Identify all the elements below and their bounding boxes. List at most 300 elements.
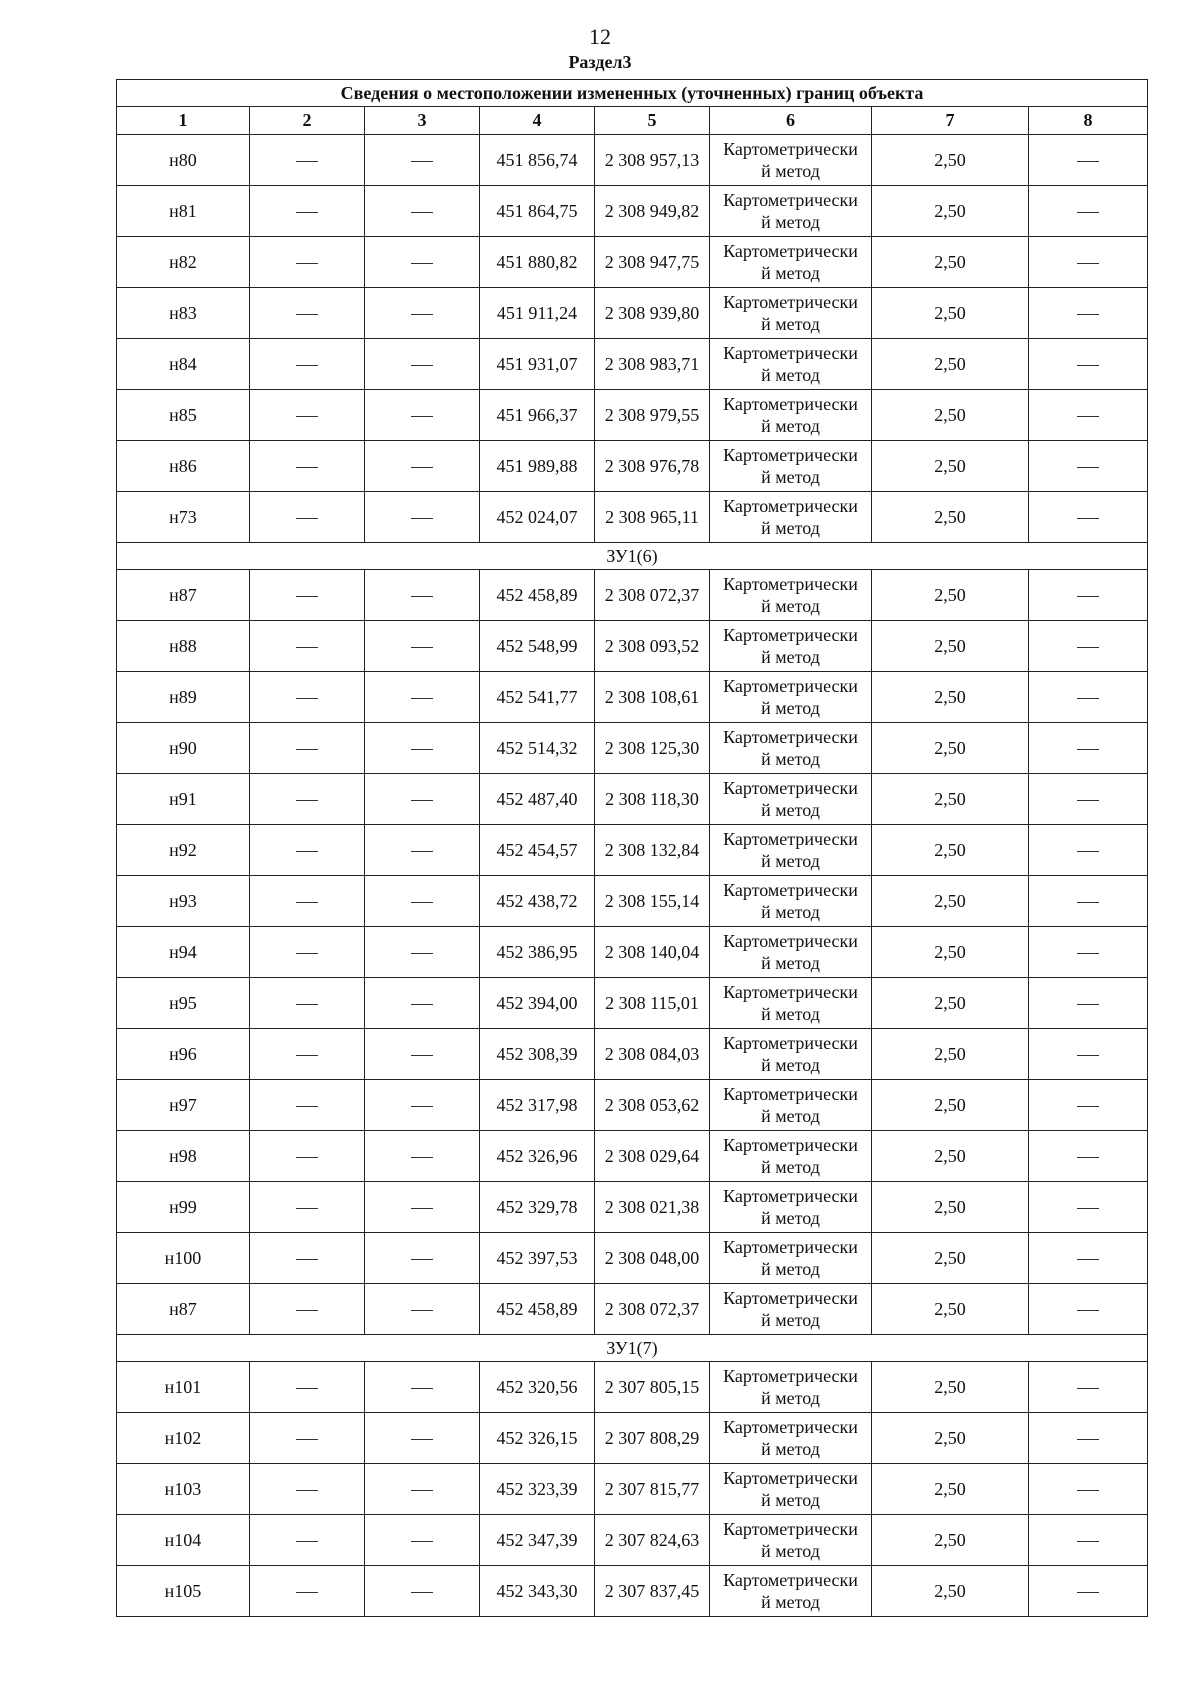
empty-cell [365,339,480,390]
y-coordinate-cell: 2 307 815,77 [595,1464,710,1515]
method-cell [710,1284,872,1335]
x-coordinate-cell: 452 514,32 [480,723,595,774]
dash-icon [296,1259,318,1260]
x-coordinate-cell: 452 548,99 [480,621,595,672]
empty-cell [250,1233,365,1284]
method-line-1: Картометрически [723,931,858,951]
x-coordinate-cell: 451 989,88 [480,441,595,492]
dash-icon [1077,749,1099,750]
empty-cell [1029,1566,1148,1617]
method-line-2: й метод [761,1106,820,1126]
point-name-cell: н96 [117,1029,250,1080]
x-coordinate-cell: 452 386,95 [480,927,595,978]
column-header: 4 [480,107,595,135]
empty-cell [1029,723,1148,774]
dash-icon [411,953,433,954]
accuracy-cell: 2,50 [872,1515,1029,1566]
empty-cell [365,774,480,825]
empty-cell [250,237,365,288]
empty-cell [1029,441,1148,492]
empty-cell [365,1362,480,1413]
empty-cell [250,570,365,621]
dash-icon [411,1004,433,1005]
empty-cell [1029,978,1148,1029]
dash-icon [411,749,433,750]
y-coordinate-cell: 2 308 048,00 [595,1233,710,1284]
method-cell [710,876,872,927]
point-name-cell: н73 [117,492,250,543]
method-cell [710,1566,872,1617]
point-name-cell: н104 [117,1515,250,1566]
y-coordinate-cell: 2 308 140,04 [595,927,710,978]
method-cell [710,1233,872,1284]
dash-icon [1077,1055,1099,1056]
point-name-cell: н97 [117,1080,250,1131]
x-coordinate-cell: 452 326,15 [480,1413,595,1464]
accuracy-cell: 2,50 [872,492,1029,543]
method-line-1: Картометрически [723,829,858,849]
method-line-2: й метод [761,1004,820,1024]
dash-icon [296,1310,318,1311]
method-line-2: й метод [761,1439,820,1459]
y-coordinate-cell: 2 308 947,75 [595,237,710,288]
dash-icon [1077,518,1099,519]
accuracy-cell: 2,50 [872,672,1029,723]
method-cell [710,672,872,723]
accuracy-cell: 2,50 [872,1080,1029,1131]
accuracy-cell: 2,50 [872,876,1029,927]
y-coordinate-cell: 2 307 837,45 [595,1566,710,1617]
method-line-1: Картометрически [723,1237,858,1257]
point-name-cell: н87 [117,570,250,621]
y-coordinate-cell: 2 308 093,52 [595,621,710,672]
empty-cell [250,441,365,492]
point-name-cell: н103 [117,1464,250,1515]
method-line-2: й метод [761,902,820,922]
method-cell [710,1413,872,1464]
dash-icon [411,647,433,648]
point-name-cell: н102 [117,1413,250,1464]
x-coordinate-cell: 451 931,07 [480,339,595,390]
method-line-2: й метод [761,1490,820,1510]
empty-cell [365,1284,480,1335]
empty-cell [1029,1284,1148,1335]
page-number: 12 [589,24,611,49]
empty-cell [1029,1362,1148,1413]
dash-icon [296,1592,318,1593]
accuracy-cell: 2,50 [872,1413,1029,1464]
y-coordinate-cell: 2 308 125,30 [595,723,710,774]
empty-cell [1029,672,1148,723]
method-cell [710,237,872,288]
dash-icon [296,749,318,750]
method-line-2: й метод [761,749,820,769]
dash-icon [296,851,318,852]
y-coordinate-cell: 2 308 965,11 [595,492,710,543]
dash-icon [411,1388,433,1389]
x-coordinate-cell: 452 329,78 [480,1182,595,1233]
empty-cell [365,186,480,237]
point-name-cell: н90 [117,723,250,774]
point-name-cell: н89 [117,672,250,723]
y-coordinate-cell: 2 308 053,62 [595,1080,710,1131]
empty-cell [250,927,365,978]
method-line-1: Картометрически [723,880,858,900]
y-coordinate-cell: 2 308 115,01 [595,978,710,1029]
accuracy-cell: 2,50 [872,441,1029,492]
table-row [117,1284,1148,1335]
dash-icon [1077,1157,1099,1158]
y-coordinate-cell: 2 308 084,03 [595,1029,710,1080]
dash-icon [1077,212,1099,213]
empty-cell [1029,1131,1148,1182]
empty-cell [1029,1515,1148,1566]
dash-icon [296,1388,318,1389]
accuracy-cell: 2,50 [872,135,1029,186]
dash-icon [1077,314,1099,315]
y-coordinate-cell: 2 308 976,78 [595,441,710,492]
method-line-1: Картометрически [723,1033,858,1053]
method-line-2: й метод [761,518,820,538]
method-line-2: й метод [761,314,820,334]
method-line-2: й метод [761,1055,820,1075]
method-line-1: Картометрически [723,1519,858,1539]
method-line-1: Картометрически [723,1288,858,1308]
empty-cell [250,1515,365,1566]
empty-cell [365,927,480,978]
empty-cell [250,1080,365,1131]
dash-icon [411,1208,433,1209]
point-name-cell: н88 [117,621,250,672]
method-cell [710,1515,872,1566]
x-coordinate-cell: 452 397,53 [480,1233,595,1284]
accuracy-cell: 2,50 [872,1566,1029,1617]
method-cell [710,135,872,186]
empty-cell [1029,570,1148,621]
dash-icon [411,263,433,264]
empty-cell [1029,186,1148,237]
empty-cell [365,978,480,1029]
column-header: 2 [250,107,365,135]
y-coordinate-cell: 2 308 957,13 [595,135,710,186]
method-cell [710,1080,872,1131]
dash-icon [411,1592,433,1593]
empty-cell [250,1464,365,1515]
point-name-cell: н91 [117,774,250,825]
dash-icon [1077,1259,1099,1260]
dash-icon [411,212,433,213]
y-coordinate-cell: 2 308 949,82 [595,186,710,237]
column-header: 3 [365,107,480,135]
method-line-2: й метод [761,953,820,973]
method-line-1: Картометрически [723,778,858,798]
dash-icon [411,416,433,417]
table-row [117,1362,1148,1413]
dash-icon [411,902,433,903]
dash-icon [296,365,318,366]
dash-icon [411,161,433,162]
dash-icon [411,365,433,366]
point-name-cell: н82 [117,237,250,288]
accuracy-cell: 2,50 [872,1029,1029,1080]
method-line-2: й метод [761,1157,820,1177]
x-coordinate-cell: 452 317,98 [480,1080,595,1131]
method-cell [710,339,872,390]
method-line-2: й метод [761,1541,820,1561]
dash-icon [411,1310,433,1311]
x-coordinate-cell: 452 394,00 [480,978,595,1029]
dash-icon [296,1004,318,1005]
method-line-1: Картометрически [723,1366,858,1386]
dash-icon [296,416,318,417]
dash-icon [1077,1208,1099,1209]
empty-cell [250,876,365,927]
x-coordinate-cell: 451 880,82 [480,237,595,288]
table-row [117,825,1148,876]
table-row [117,441,1148,492]
point-name-cell: н95 [117,978,250,1029]
dash-icon [411,596,433,597]
point-name-cell: н100 [117,1233,250,1284]
x-coordinate-cell: 452 024,07 [480,492,595,543]
column-header: 6 [710,107,872,135]
empty-cell [250,774,365,825]
dash-icon [1077,1490,1099,1491]
empty-cell [1029,237,1148,288]
method-cell [710,774,872,825]
accuracy-cell: 2,50 [872,1284,1029,1335]
method-line-2: й метод [761,263,820,283]
method-line-2: й метод [761,1208,820,1228]
x-coordinate-cell: 451 966,37 [480,390,595,441]
x-coordinate-cell: 451 856,74 [480,135,595,186]
dash-icon [411,698,433,699]
point-name-cell: н83 [117,288,250,339]
empty-cell [365,570,480,621]
table-row [117,1080,1148,1131]
dash-icon [296,800,318,801]
empty-cell [365,1464,480,1515]
dash-icon [1077,1106,1099,1107]
dash-icon [1077,1310,1099,1311]
y-coordinate-cell: 2 308 072,37 [595,1284,710,1335]
accuracy-cell: 2,50 [872,570,1029,621]
method-cell [710,825,872,876]
dash-icon [1077,1004,1099,1005]
dash-icon [411,1490,433,1491]
column-header: 1 [117,107,250,135]
method-cell [710,621,872,672]
method-line-1: Картометрически [723,1084,858,1104]
dash-icon [296,1208,318,1209]
method-cell [710,1182,872,1233]
empty-cell [365,1566,480,1617]
dash-icon [411,467,433,468]
empty-cell [365,723,480,774]
method-cell [710,288,872,339]
dash-icon [1077,1541,1099,1542]
table-row [117,339,1148,390]
accuracy-cell: 2,50 [872,1362,1029,1413]
column-header: 5 [595,107,710,135]
empty-cell [365,390,480,441]
x-coordinate-cell: 452 458,89 [480,1284,595,1335]
y-coordinate-cell: 2 308 979,55 [595,390,710,441]
dash-icon [1077,800,1099,801]
dash-icon [1077,1439,1099,1440]
y-coordinate-cell: 2 308 072,37 [595,570,710,621]
method-line-2: й метод [761,698,820,718]
point-name-cell: н80 [117,135,250,186]
group-row [117,543,1148,570]
method-line-1: Картометрически [723,343,858,363]
empty-cell [1029,288,1148,339]
dash-icon [1077,467,1099,468]
dash-icon [296,518,318,519]
dash-icon [411,851,433,852]
empty-cell [1029,621,1148,672]
dash-icon [1077,953,1099,954]
table-row [117,492,1148,543]
dash-icon [296,902,318,903]
empty-cell [365,672,480,723]
table-row [117,1464,1148,1515]
point-name-cell: н85 [117,390,250,441]
x-coordinate-cell: 452 487,40 [480,774,595,825]
x-coordinate-cell: 452 326,96 [480,1131,595,1182]
group-row [117,1335,1148,1362]
method-line-1: Картометрически [723,241,858,261]
accuracy-cell: 2,50 [872,723,1029,774]
table-row [117,390,1148,441]
y-coordinate-cell: 2 308 021,38 [595,1182,710,1233]
table-row [117,621,1148,672]
method-line-2: й метод [761,800,820,820]
method-line-1: Картометрически [723,574,858,594]
dash-icon [411,1106,433,1107]
point-name-cell: н92 [117,825,250,876]
method-line-1: Картометрически [723,1417,858,1437]
column-header: 7 [872,107,1029,135]
table-row [117,723,1148,774]
dash-icon [411,1055,433,1056]
y-coordinate-cell: 2 307 805,15 [595,1362,710,1413]
method-cell [710,570,872,621]
accuracy-cell: 2,50 [872,774,1029,825]
empty-cell [1029,135,1148,186]
table-caption: Сведения о местоположении измененных (уточненных) границ объекта [117,80,1148,107]
x-coordinate-cell: 452 323,39 [480,1464,595,1515]
accuracy-cell: 2,50 [872,1182,1029,1233]
dash-icon [1077,902,1099,903]
dash-icon [1077,263,1099,264]
y-coordinate-cell: 2 308 983,71 [595,339,710,390]
table-row [117,1182,1148,1233]
dash-icon [1077,596,1099,597]
accuracy-cell: 2,50 [872,288,1029,339]
y-coordinate-cell: 2 307 824,63 [595,1515,710,1566]
dash-icon [296,1106,318,1107]
empty-cell [250,978,365,1029]
accuracy-cell: 2,50 [872,237,1029,288]
accuracy-cell: 2,50 [872,621,1029,672]
table-row [117,876,1148,927]
method-cell [710,978,872,1029]
y-coordinate-cell: 2 308 029,64 [595,1131,710,1182]
method-cell [710,186,872,237]
table-row [117,1233,1148,1284]
dash-icon [1077,851,1099,852]
empty-cell [1029,390,1148,441]
method-cell [710,1131,872,1182]
table-row [117,774,1148,825]
empty-cell [365,288,480,339]
method-cell [710,441,872,492]
table-row [117,135,1148,186]
section-title: Раздел3 [568,52,632,72]
dash-icon [1077,416,1099,417]
empty-cell [1029,1080,1148,1131]
point-name-cell: н86 [117,441,250,492]
dash-icon [296,467,318,468]
method-cell [710,492,872,543]
empty-cell [365,1233,480,1284]
dash-icon [1077,647,1099,648]
dash-icon [296,596,318,597]
method-line-2: й метод [761,1592,820,1612]
dash-icon [296,161,318,162]
y-coordinate-cell: 2 308 132,84 [595,825,710,876]
accuracy-cell: 2,50 [872,1131,1029,1182]
point-name-cell: н99 [117,1182,250,1233]
dash-icon [296,212,318,213]
dash-icon [296,1157,318,1158]
y-coordinate-cell: 2 308 118,30 [595,774,710,825]
empty-cell [250,1182,365,1233]
empty-cell [1029,339,1148,390]
method-cell [710,1029,872,1080]
y-coordinate-cell: 2 307 808,29 [595,1413,710,1464]
empty-cell [365,237,480,288]
accuracy-cell: 2,50 [872,825,1029,876]
x-coordinate-cell: 452 320,56 [480,1362,595,1413]
empty-cell [365,1515,480,1566]
accuracy-cell: 2,50 [872,339,1029,390]
point-name-cell: н84 [117,339,250,390]
x-coordinate-cell: 451 864,75 [480,186,595,237]
point-name-cell: н93 [117,876,250,927]
dash-icon [296,1439,318,1440]
dash-icon [411,800,433,801]
y-coordinate-cell: 2 308 155,14 [595,876,710,927]
empty-cell [365,1413,480,1464]
boundary-table [116,79,1148,1617]
method-cell [710,390,872,441]
empty-cell [365,1080,480,1131]
method-line-2: й метод [761,1259,820,1279]
empty-cell [365,441,480,492]
method-line-1: Картометрически [723,394,858,414]
method-cell [710,1464,872,1515]
empty-cell [1029,876,1148,927]
method-cell [710,1362,872,1413]
x-coordinate-cell: 452 438,72 [480,876,595,927]
table-row [117,237,1148,288]
empty-cell [250,288,365,339]
empty-cell [250,672,365,723]
x-coordinate-cell: 452 458,89 [480,570,595,621]
empty-cell [250,1029,365,1080]
